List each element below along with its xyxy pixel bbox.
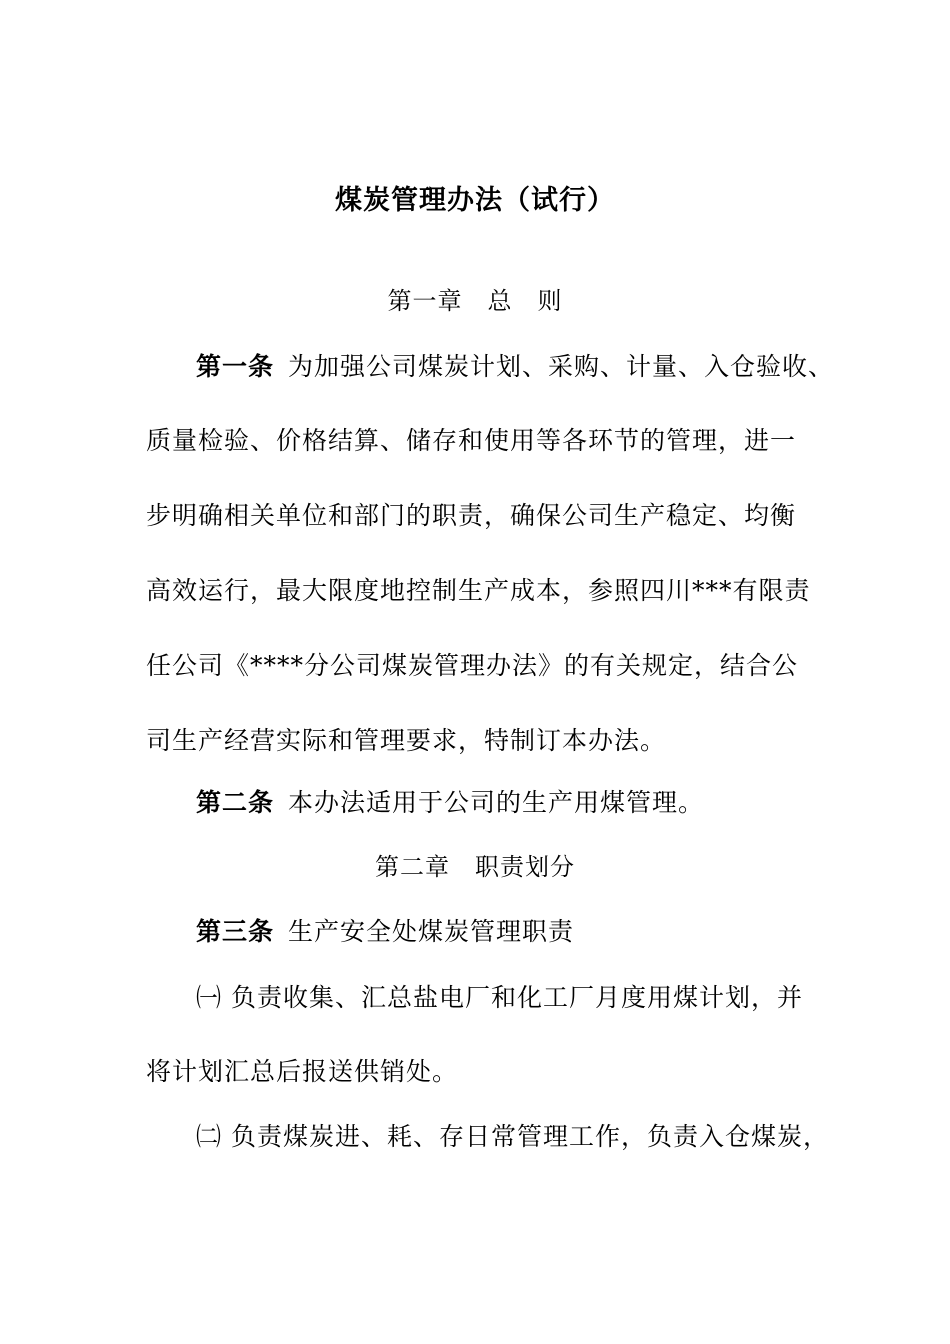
article-two-label: 第二条 bbox=[196, 788, 275, 817]
item-two-text-line: ㈡ 负责煤炭进、耗、存日常管理工作，负责入仓煤炭， bbox=[196, 1122, 829, 1151]
article-two-line bbox=[196, 788, 704, 818]
document-title: 煤炭管理办法（试行） bbox=[335, 185, 615, 216]
article-one-label: 第一条 bbox=[196, 352, 275, 381]
article-one-text-line: 为加强公司煤炭计划、采购、计量、入仓验收、 bbox=[288, 352, 835, 381]
article-two-text: 本办法适用于公司的生产用煤管理。 bbox=[288, 788, 705, 817]
item-one-text-line: 将计划汇总后报送供销处。 bbox=[146, 1057, 459, 1086]
article-three-label: 第三条 bbox=[196, 917, 275, 946]
article-three-text: 生产安全处煤炭管理职责 bbox=[288, 917, 575, 946]
chapter-two-heading: 第二章 职责划分 bbox=[375, 853, 575, 881]
article-one-first-line bbox=[196, 352, 834, 382]
article-three-line bbox=[196, 917, 574, 947]
item-one-text-line: ㈠ 负责收集、汇总盐电厂和化工厂月度用煤计划，并 bbox=[196, 983, 803, 1012]
article-one-text-line: 高效运行，最大限度地控制生产成本，参照四川***有限责 bbox=[146, 576, 811, 605]
article-one-text-line: 任公司《****分公司煤炭管理办法》的有关规定，结合公 bbox=[146, 651, 799, 680]
article-one-text-line: 质量检验、价格结算、储存和使用等各环节的管理，进一 bbox=[146, 426, 797, 455]
article-one-text-line: 司生产经营实际和管理要求，特制订本办法。 bbox=[146, 726, 667, 755]
chapter-one-heading: 第一章 总 则 bbox=[387, 287, 563, 315]
article-one-text-line: 步明确相关单位和部门的职责，确保公司生产稳定、均衡 bbox=[146, 501, 797, 530]
